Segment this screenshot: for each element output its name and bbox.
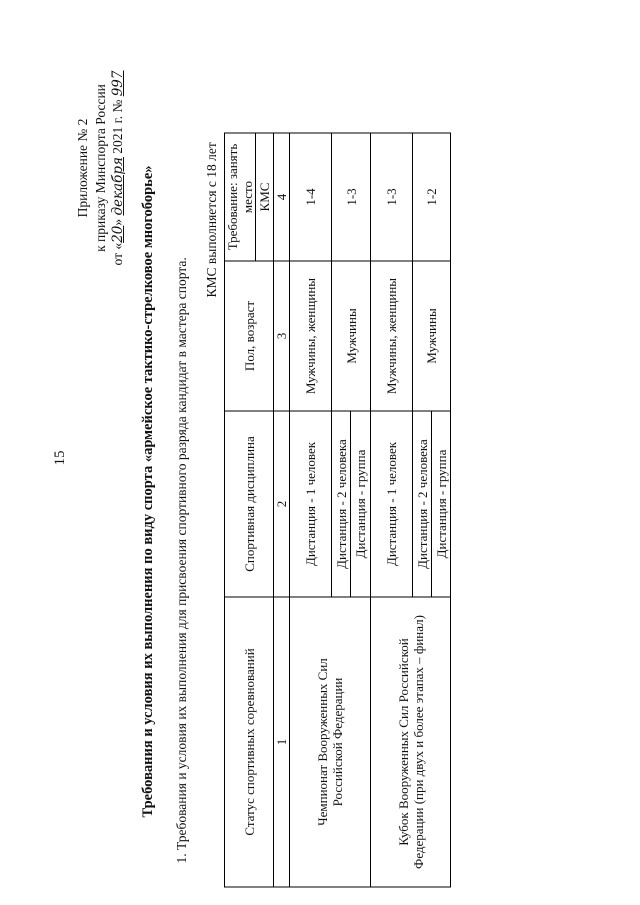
gender-cell: Мужчины, женщины xyxy=(290,261,332,411)
appendix-block xyxy=(74,70,128,265)
gender-cell: Мужчины xyxy=(413,261,451,411)
place-cell: 1-2 xyxy=(413,133,451,261)
discipline-cell: Дистанция - группа xyxy=(432,411,451,597)
col-number-1: 1 xyxy=(274,597,290,887)
discipline-cell: Дистанция - группа xyxy=(351,411,371,597)
col-number-3: 3 xyxy=(274,261,290,411)
header-status: Статус спортивных соревнований xyxy=(225,597,274,887)
document-title: Требования и условия их выполнения по виду спорта «армейское тактико-стрелковое многоборье» xyxy=(140,164,156,817)
header-kms: КМС xyxy=(256,133,274,261)
kms-note: КМС выполняется с 18 лет xyxy=(204,141,219,297)
date-prefix: от « xyxy=(110,242,125,265)
appendix-date-line xyxy=(109,70,128,265)
discipline-cell: Дистанция - 1 человек xyxy=(371,411,413,597)
date-day: 20 xyxy=(110,225,126,243)
appendix-line-1: Приложение № 2 xyxy=(75,118,90,217)
date-month: декабря xyxy=(110,156,126,216)
discipline-cell: Дистанция - 2 человека xyxy=(413,411,432,597)
date-mid: » xyxy=(110,218,125,226)
discipline-cell: Дистанция - 2 человека xyxy=(332,411,351,597)
gender-cell: Мужчины, женщины xyxy=(371,261,413,411)
header-discipline: Спортивная дисциплина xyxy=(225,411,274,597)
requirements-table xyxy=(224,132,451,887)
status-cup: Кубок Вооруженных Сил Российской Федерации (при двух и более этапах – финал) xyxy=(371,597,451,887)
date-year: 2021 г. № xyxy=(110,99,125,154)
gender-cell: Мужчины xyxy=(332,261,371,411)
col-number-2: 2 xyxy=(274,411,290,597)
appendix-line-2: к приказу Минспорта России xyxy=(92,83,108,252)
section-subtitle: 1. Требования и условия их выполнения для присвоения спортивного разряда кандидат в мастера спорта. xyxy=(174,256,189,863)
place-cell: 1-4 xyxy=(290,133,332,261)
status-championship: Чемпионат Вооруженных Сил Российской Федерации xyxy=(290,597,371,887)
page-number: 15 xyxy=(52,450,68,465)
discipline-cell: Дистанция - 1 человек xyxy=(290,411,332,597)
place-cell: 1-3 xyxy=(371,133,413,261)
col-number-4: 4 xyxy=(274,133,290,261)
order-number: 997 xyxy=(110,70,126,96)
header-gender-age: Пол, возраст xyxy=(225,261,274,411)
place-cell: 1-3 xyxy=(332,133,371,261)
header-requirement: Требование: занять место xyxy=(225,133,256,261)
